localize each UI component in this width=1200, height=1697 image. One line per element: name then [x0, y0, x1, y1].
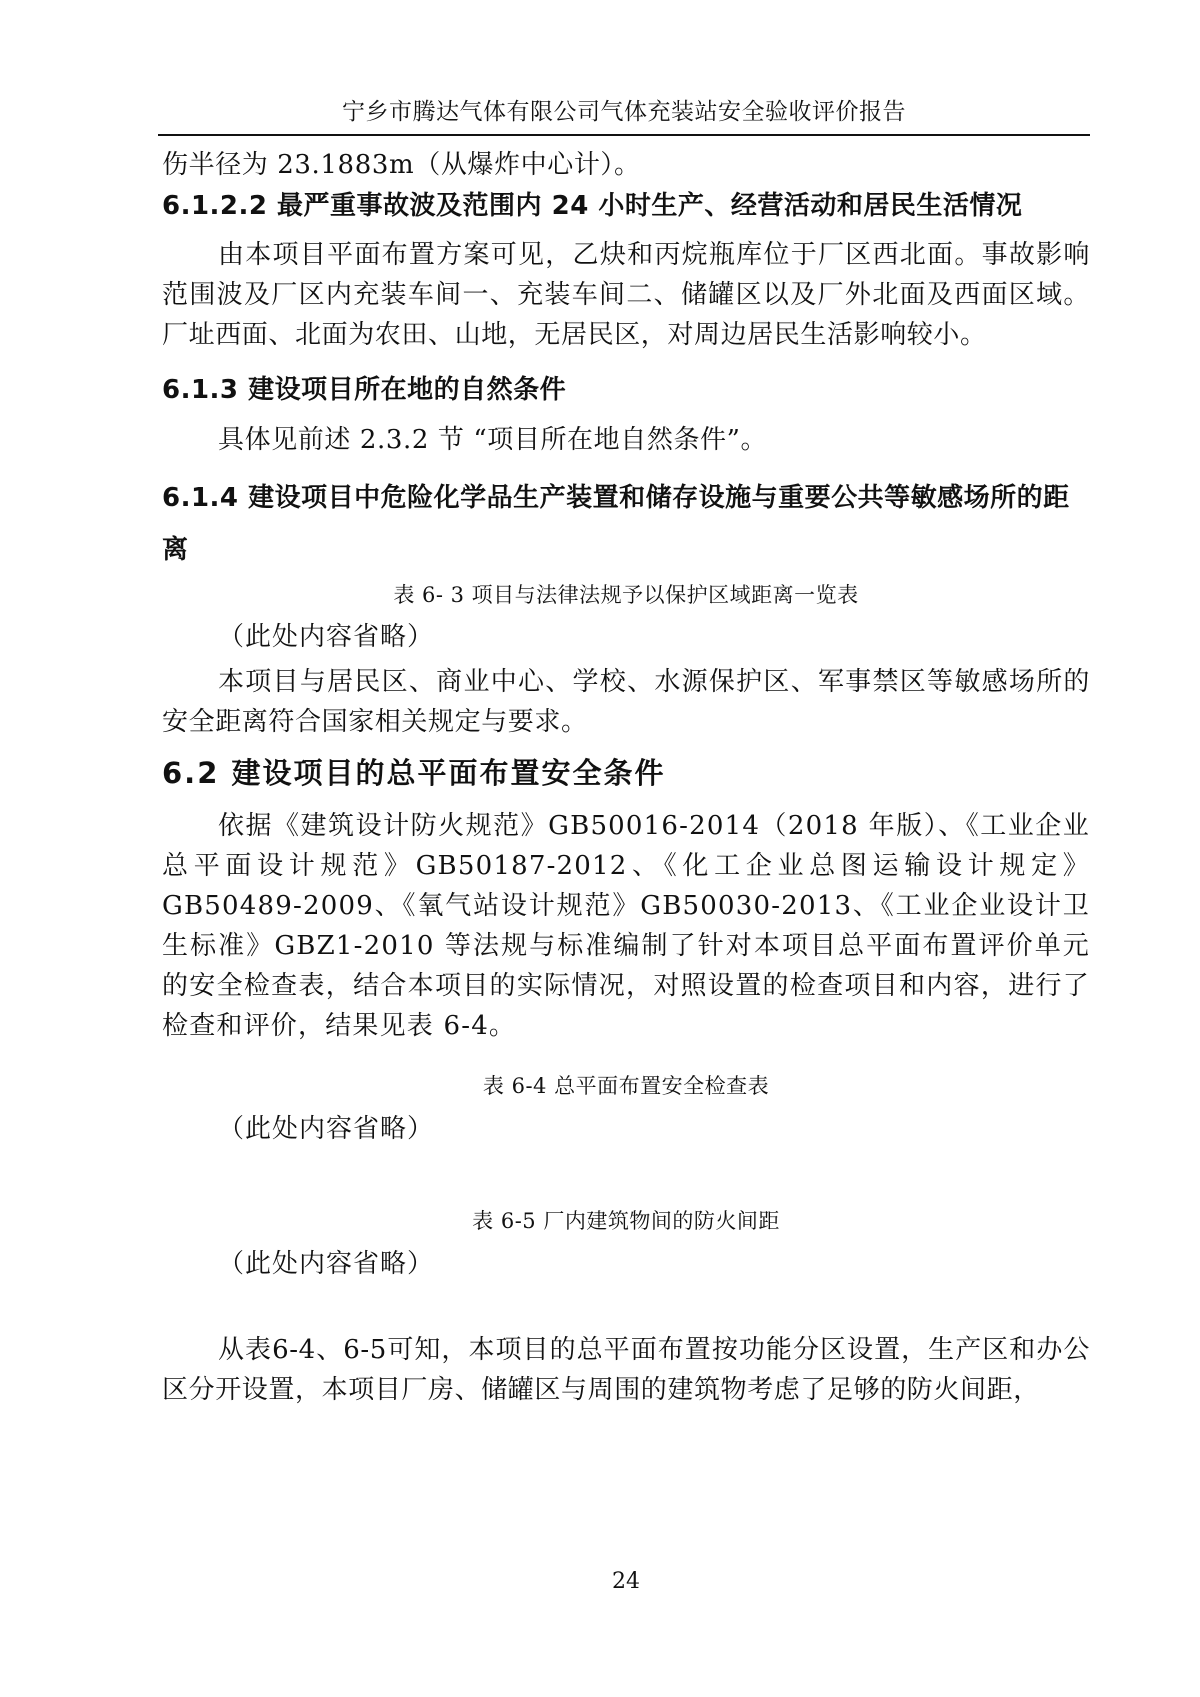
paragraph-basis: 依据《建筑设计防火规范》GB50016-2014（2018 年版）、《工业企业总平面设计规范》GB50187-2012、《化工企业总图运输设计规定》GB50489-2009、《氧气站设计规范》GB50030-2013、《工业企业设计卫生标准》GBZ1-2010 等法规与标准编制了针对本项目总平面布置评价单元的安全检查表，结合本项目的实际情况，对照设置的检查项目和内容，进行了检查和评价，结果见表 6-4。	[162, 811, 1090, 1041]
paragraph-safety-distance: 本项目与居民区、商业中心、学校、水源保护区、军事禁区等敏感场所的安全距离符合国家相关规定与要求。	[162, 667, 1090, 737]
page-number: 24	[612, 1569, 640, 1594]
paragraph-radius: 伤半径为 23.1883m（从爆炸中心计）。	[162, 150, 641, 180]
header-rule	[158, 134, 1090, 136]
omitted-note-1: （此处内容省略）	[218, 622, 435, 652]
omitted-note-3: （此处内容省略）	[218, 1249, 435, 1279]
paragraph-natural-conditions: 具体见前述 2.3.2 节 “项目所在地自然条件”。	[218, 425, 768, 455]
heading-6-1-2-2: 6.1.2.2 最严重事故波及范围内 24 小时生产、经营活动和居民生活情况	[162, 191, 1023, 221]
paragraph-layout: 由本项目平面布置方案可见，乙炔和丙烷瓶库位于厂区西北面。事故影响范围波及厂区内充装车间一、充装车间二、储罐区以及厂外北面及西面区域。厂址西面、北面为农田、山地，无居民区，对周边居民生活影响较小。	[162, 240, 1090, 350]
heading-6-2: 6.2 建设项目的总平面布置安全条件	[162, 756, 666, 790]
heading-6-1-4: 6.1.4 建设项目中危险化学品生产装置和储存设施与重要公共等敏感场所的距离	[162, 483, 1070, 565]
omitted-note-2: （此处内容省略）	[218, 1114, 435, 1144]
table-caption-6-5: 表 6-5 厂内建筑物间的防火间距	[472, 1209, 780, 1233]
running-header: 宁乡市腾达气体有限公司气体充装站安全验收评价报告	[342, 99, 906, 125]
heading-6-1-3: 6.1.3 建设项目所在地的自然条件	[162, 375, 567, 405]
table-caption-6-4: 表 6-4 总平面布置安全检查表	[482, 1074, 770, 1098]
table-caption-6-3: 表 6- 3 项目与法律法规予以保护区域距离一览表	[393, 583, 859, 607]
paragraph-conclusion: 从表6-4、6-5可知，本项目的总平面布置按功能分区设置，生产区和办公区分开设置，本项目厂房、储罐区与周围的建筑物考虑了足够的防火间距，	[162, 1335, 1090, 1405]
